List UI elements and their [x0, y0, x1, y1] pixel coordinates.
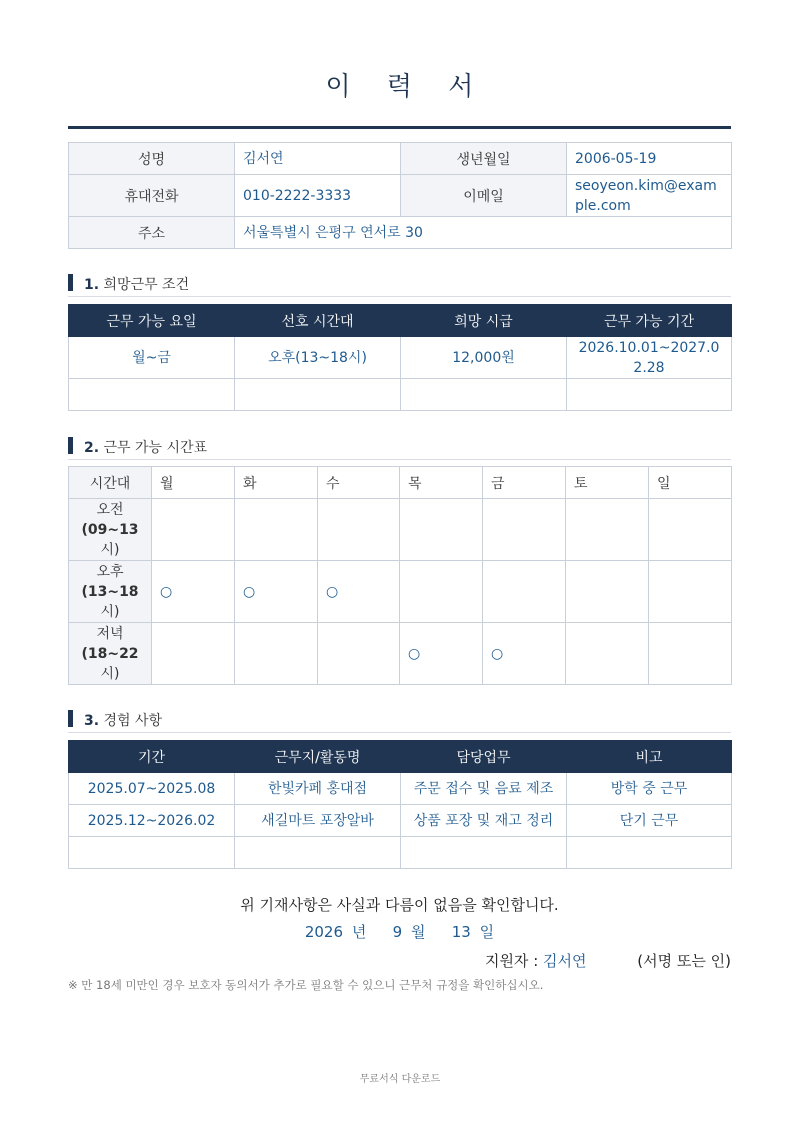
footer-text: 무료서식 다운로드: [359, 1074, 441, 1085]
section-title: 희망근무 조건: [103, 277, 190, 293]
available-days: 월~금: [69, 337, 235, 379]
section-number: 3.: [84, 713, 100, 729]
column-header: 근무 가능 기간: [567, 305, 732, 337]
time-slot-header: 시간대: [69, 467, 152, 499]
signing-date: 2026 년 9 월 13 일: [304, 923, 495, 941]
table-header-row: [69, 467, 732, 499]
column-header: 희망 시급: [401, 305, 567, 337]
column-header: 근무지/활동명: [235, 741, 401, 773]
table-row: [69, 379, 732, 411]
signature-hint: (서명 또는 인): [637, 952, 731, 970]
row-label: 저녁 (18~22 시): [69, 623, 152, 685]
schedule-cell: ○: [483, 623, 566, 685]
table-row: [69, 175, 732, 217]
section-marker: [68, 437, 73, 454]
experience-note: 방학 중 근무: [567, 773, 732, 805]
column-header: 선호 시간대: [235, 305, 401, 337]
row-label: 오전 (09~13 시): [69, 499, 152, 561]
section-title: 근무 가능 시간표: [103, 440, 208, 456]
section-number: 2.: [84, 440, 100, 456]
schedule-cell: [566, 561, 649, 623]
preferred-time: 오후(13~18시): [235, 337, 401, 379]
day-header-thu: 목: [400, 467, 483, 499]
table-row: [69, 805, 732, 837]
guardian-note: ※ 만 18세 미만인 경우 보호자 동의서가 추가로 필요할 수 있으니 근무처 규정을 확인하십시오.: [68, 978, 544, 992]
day-header-sun: 일: [649, 467, 732, 499]
schedule-cell: [400, 499, 483, 561]
section-title: 경험 사항: [103, 713, 163, 729]
available-period: 2026.10.01~2027.02.28: [567, 337, 732, 379]
schedule-cell: [566, 623, 649, 685]
schedule-cell: [152, 623, 235, 685]
schedule-row-afternoon: [69, 561, 732, 623]
section-marker: [68, 274, 73, 291]
schedule-cell: ○: [235, 561, 318, 623]
day-header-mon: 월: [152, 467, 235, 499]
applicant-name: 김서연: [543, 952, 587, 970]
date-year: 2026: [304, 923, 344, 941]
schedule-cell: [152, 499, 235, 561]
experience-table: [68, 740, 732, 869]
schedule-row-morning: [69, 499, 732, 561]
section-1-heading: [68, 272, 731, 297]
name-label: 성명: [69, 143, 235, 175]
column-header: 담당업무: [401, 741, 567, 773]
work-conditions-table: [68, 304, 732, 411]
experience-place: 새길마트 포장알바: [235, 805, 401, 837]
table-row: [69, 143, 732, 175]
experience-period: 2025.07~2025.08: [69, 773, 235, 805]
address-label: 주소: [69, 217, 235, 249]
schedule-cell: [649, 499, 732, 561]
date-month: 9: [392, 923, 403, 941]
day-header-sat: 토: [566, 467, 649, 499]
row-label: 오후 (13~18 시): [69, 561, 152, 623]
email-value: seoyeon.kim@example.com: [567, 175, 732, 217]
column-header: 기간: [69, 741, 235, 773]
schedule-cell: [649, 623, 732, 685]
birth-value: 2006-05-19: [567, 143, 732, 175]
section-number: 1.: [84, 277, 100, 293]
day-header-tue: 화: [235, 467, 318, 499]
experience-duty: [401, 837, 567, 869]
personal-info-table: [68, 142, 732, 249]
table-row: [69, 217, 732, 249]
section-3-heading: [68, 708, 731, 733]
column-header: 비고: [567, 741, 732, 773]
day-header-wed: 수: [318, 467, 400, 499]
section-2-heading: [68, 435, 731, 460]
schedule-cell: [318, 623, 400, 685]
schedule-cell: [566, 499, 649, 561]
schedule-cell: [318, 499, 400, 561]
table-row: [69, 837, 732, 869]
schedule-cell: [400, 561, 483, 623]
experience-period: [69, 837, 235, 869]
address-value: 서울특별시 은평구 연서로 30: [235, 217, 732, 249]
schedule-cell: [235, 623, 318, 685]
day-header-fri: 금: [483, 467, 566, 499]
experience-note: 단기 근무: [567, 805, 732, 837]
name-value: 김서연: [235, 143, 401, 175]
schedule-cell: [235, 499, 318, 561]
document-title: 이 력 서: [325, 72, 488, 102]
schedule-cell: [483, 561, 566, 623]
experience-duty: 주문 접수 및 음료 제조: [401, 773, 567, 805]
section-marker: [68, 710, 73, 727]
schedule-row-evening: [69, 623, 732, 685]
signature-line: [485, 950, 731, 971]
email-label: 이메일: [401, 175, 567, 217]
column-header: 근무 가능 요일: [69, 305, 235, 337]
applicant-label: 지원자 :: [484, 952, 539, 970]
table-header-row: [69, 741, 732, 773]
schedule-table: [68, 466, 732, 685]
phone-label: 휴대전화: [69, 175, 235, 217]
table-row: [69, 773, 732, 805]
table-row: [69, 337, 732, 379]
date-day: 13: [451, 923, 471, 941]
schedule-cell: ○: [400, 623, 483, 685]
schedule-cell: ○: [152, 561, 235, 623]
birth-label: 생년월일: [401, 143, 567, 175]
schedule-cell: [483, 499, 566, 561]
experience-place: 한빛카페 홍대점: [235, 773, 401, 805]
experience-note: [567, 837, 732, 869]
experience-duty: 상품 포장 및 재고 정리: [401, 805, 567, 837]
experience-place: [235, 837, 401, 869]
phone-value: 010-2222-3333: [235, 175, 401, 217]
desired-wage: 12,000원: [401, 337, 567, 379]
title-rule: [68, 126, 731, 129]
schedule-cell: ○: [318, 561, 400, 623]
schedule-cell: [649, 561, 732, 623]
experience-period: 2025.12~2026.02: [69, 805, 235, 837]
table-header-row: [69, 305, 732, 337]
confirmation-statement: 위 기재사항은 사실과 다름이 없음을 확인합니다.: [240, 896, 559, 914]
